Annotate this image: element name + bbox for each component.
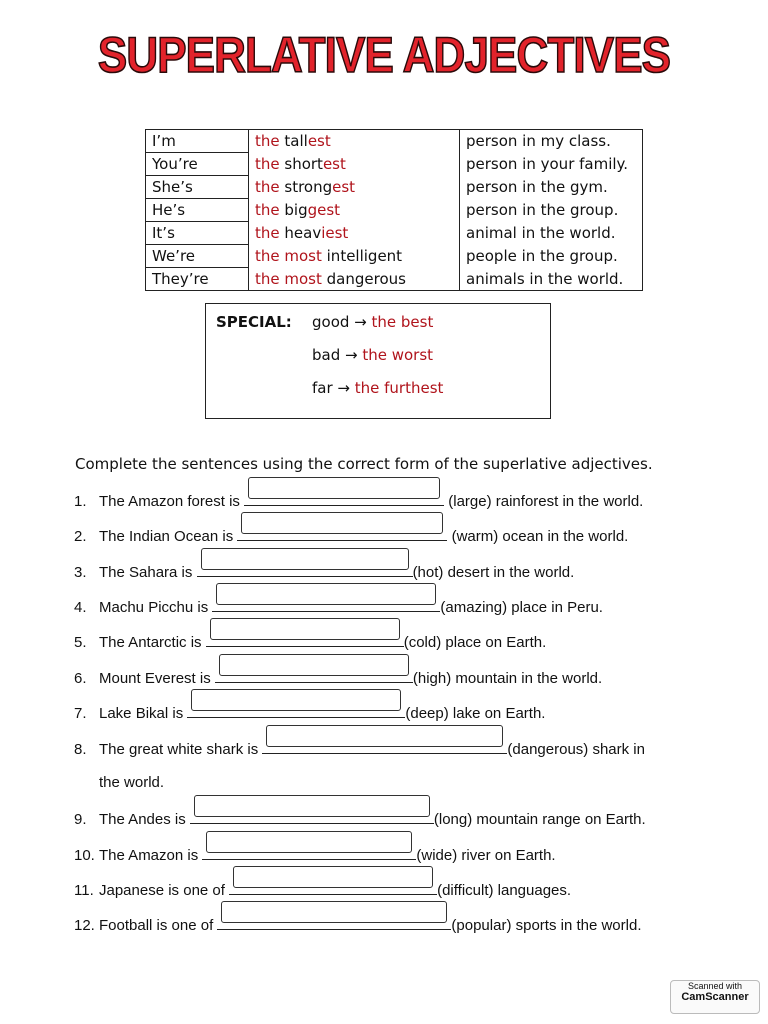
answer-box[interactable] [194, 795, 430, 817]
exercise-before: The Amazon forest is [99, 493, 245, 510]
adjective-stem: dangerous [321, 269, 406, 288]
answer-blank[interactable] [262, 739, 507, 754]
adjective-stem: strong [279, 178, 333, 196]
exercise-after: (warm) ocean in the world. [447, 528, 629, 545]
special-word: bad → [312, 346, 363, 364]
answer-box[interactable] [191, 689, 401, 711]
exercise-after: (long) mountain range on Earth. [433, 811, 646, 828]
special-answer: the best [371, 313, 434, 331]
exercise-item [74, 526, 628, 545]
exercise-item [74, 491, 643, 510]
answer-blank[interactable] [237, 526, 447, 541]
exercise-before: Mount Everest is [99, 670, 215, 687]
answer-box[interactable] [210, 618, 400, 640]
exercise-after: (wide) river on Earth. [416, 847, 556, 864]
answer-blank[interactable] [197, 562, 413, 577]
adjective-stem: tall [279, 132, 308, 151]
special-answer: the worst [362, 346, 434, 364]
ending-cell: person in the group. [460, 199, 643, 222]
article: the [255, 178, 280, 196]
exercise-number: 12. [74, 917, 95, 934]
suffix: est [322, 155, 346, 173]
special-word: good → [312, 313, 372, 331]
table-row [146, 222, 643, 245]
answer-blank[interactable] [202, 845, 416, 860]
article: the most [255, 247, 322, 265]
exercise-number: 8. [74, 741, 87, 758]
subject-cell: She’s [146, 176, 249, 199]
table-row [146, 245, 643, 268]
suffix: est [332, 178, 356, 196]
ending-cell: animal in the world. [460, 222, 643, 245]
superlative-cell [249, 199, 460, 222]
exercise-item [74, 668, 602, 687]
exercise-after: (cold) place on Earth. [403, 634, 547, 651]
exercise-before: Japanese is one of [99, 882, 230, 899]
exercise-number: 2. [74, 528, 87, 545]
answer-box[interactable] [201, 548, 409, 570]
exercise-before: The Amazon is [99, 847, 203, 864]
exercise-number: 11. [74, 882, 94, 899]
exercise-after: (amazing) place in Peru. [440, 599, 603, 616]
answer-blank[interactable] [244, 491, 444, 506]
exercise-before: the world. [99, 774, 165, 791]
ending-cell: animals in the world. [460, 268, 643, 291]
stamp-brand: CamScanner [681, 991, 749, 1003]
camscanner-watermark [670, 980, 760, 1014]
answer-blank[interactable] [187, 703, 405, 718]
superlative-cell [249, 153, 460, 176]
exercise-number: 4. [74, 599, 87, 616]
exercise-before: Machu Picchu is [99, 599, 213, 616]
article: the most [255, 269, 322, 288]
answer-box[interactable] [248, 477, 440, 499]
ending-cell: person in my class. [460, 130, 643, 153]
exercise-item [74, 632, 546, 651]
exercise-before: The Antarctic is [99, 634, 206, 651]
table-row [146, 176, 643, 199]
answer-blank[interactable] [212, 597, 440, 612]
exercise-number: 6. [74, 670, 87, 687]
exercise-number: 7. [74, 705, 87, 722]
ending-cell: person in the gym. [460, 176, 643, 199]
exercise-number: 3. [74, 564, 87, 581]
answer-box[interactable] [233, 866, 433, 888]
answer-blank[interactable] [190, 809, 434, 824]
superlative-cell [249, 176, 460, 199]
exercise-before: The Sahara is [99, 564, 197, 581]
answer-box[interactable] [266, 725, 503, 747]
superlative-cell [249, 222, 460, 245]
exercise-item [74, 597, 603, 616]
article: the [255, 132, 280, 151]
instructions: Complete the sentences using the correct form of the superlative adjectives. [75, 455, 653, 473]
exercise-number: 10. [74, 847, 95, 864]
ending-cell: people in the group. [460, 245, 643, 268]
table-row [146, 268, 643, 291]
special-item [312, 313, 433, 331]
exercise-item [74, 880, 571, 899]
exercise-after: (hot) desert in the world. [412, 564, 575, 581]
superlative-cell [249, 130, 460, 153]
table-row [146, 153, 643, 176]
exercise-item [74, 774, 164, 791]
exercise-after: (large) rainforest in the world. [444, 493, 644, 510]
table-row [146, 130, 643, 153]
answer-blank[interactable] [229, 880, 437, 895]
exercise-before: Football is one of [99, 917, 218, 934]
superlative-cell [249, 268, 460, 291]
page-title: SUPERLATIVE ADJECTIVES [97, 27, 671, 83]
subject-cell: We’re [146, 245, 249, 268]
special-answer: the furthest [354, 379, 444, 397]
answer-box[interactable] [216, 583, 436, 605]
adjective-stem: short [279, 155, 323, 173]
suffix: gest [307, 201, 341, 219]
subject-cell: You’re [146, 153, 249, 176]
exercise-number: 5. [74, 634, 87, 651]
exercise-number: 1. [74, 493, 87, 510]
special-item [312, 379, 443, 397]
exercise-after: (high) mountain in the world. [412, 670, 603, 687]
answer-box[interactable] [219, 654, 409, 676]
superlative-table [145, 129, 643, 291]
subject-cell: They’re [146, 268, 249, 291]
article: the [255, 155, 280, 173]
exercise-item [74, 845, 556, 864]
exercise-after: (popular) sports in the world. [451, 917, 642, 934]
exercise-number: 9. [74, 811, 87, 828]
exercise-before: The great white shark is [99, 741, 263, 758]
stamp-text: Scanned with [687, 981, 743, 991]
exercise-after: (difficult) languages. [437, 882, 572, 899]
suffix: est [307, 132, 331, 151]
subject-cell: I’m [146, 130, 249, 153]
exercise-before: The Indian Ocean is [99, 528, 238, 545]
special-box [205, 303, 551, 419]
exercise-before: Lake Bikal is [99, 705, 188, 722]
exercise-item [74, 739, 645, 758]
exercise-after: (deep) lake on Earth. [405, 705, 546, 722]
article: the [255, 224, 280, 242]
exercise-before: The Andes is [99, 811, 190, 828]
special-item [312, 346, 433, 364]
special-label: SPECIAL: [216, 313, 292, 331]
answer-box[interactable] [206, 831, 412, 853]
answer-blank[interactable] [217, 915, 451, 930]
subject-cell: It’s [146, 222, 249, 245]
special-word: far → [312, 379, 355, 397]
answer-blank[interactable] [206, 632, 404, 647]
suffix: iest [321, 224, 349, 242]
exercise-item [74, 915, 642, 934]
exercise-after: (dangerous) shark in [507, 741, 645, 758]
adjective-stem: intelligent [321, 247, 403, 265]
answer-box[interactable] [221, 901, 447, 923]
superlative-cell [249, 245, 460, 268]
exercise-item [74, 703, 545, 722]
exercise-item [74, 562, 574, 581]
answer-blank[interactable] [215, 668, 413, 683]
article: the [255, 201, 280, 219]
answer-box[interactable] [241, 512, 443, 534]
subject-cell: He’s [146, 199, 249, 222]
exercise-item [74, 809, 646, 828]
adjective-stem: big [279, 201, 308, 219]
ending-cell: person in your family. [460, 153, 643, 176]
table-row [146, 199, 643, 222]
adjective-stem: heav [279, 224, 322, 242]
